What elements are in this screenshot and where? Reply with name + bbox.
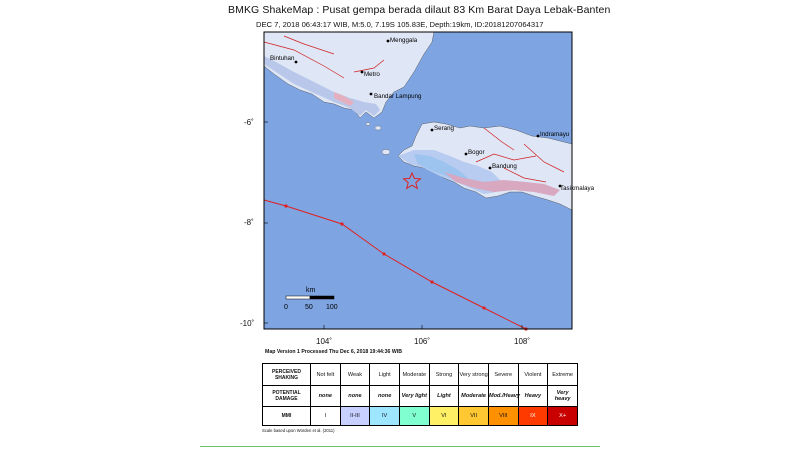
- scale-label: 0: [284, 304, 288, 311]
- y-tick-label: -10˚: [240, 319, 255, 328]
- city-label: Metro: [364, 71, 380, 78]
- shakemap: [264, 32, 595, 329]
- city-label: Bintuhan: [270, 55, 295, 62]
- shaking-cell: Weak: [340, 364, 370, 386]
- damage-cell: Very heavy: [548, 386, 578, 406]
- mmi-cell: VIII: [488, 406, 518, 425]
- damage-cell: none: [370, 386, 400, 406]
- mmi-cell: X+: [548, 406, 578, 425]
- mmi-cell: VII: [459, 406, 489, 425]
- city-label: Serang: [434, 125, 454, 132]
- divider: [200, 446, 600, 447]
- shaking-cell: Very strong: [459, 364, 489, 386]
- damage-cell: Very light: [399, 386, 429, 406]
- city-label: Indramayu: [540, 131, 570, 138]
- mmi-cell: VI: [429, 406, 459, 425]
- event-details: DEC 7, 2018 06:43:17 WIB, M:5.0, 7.19S 105.83E, Depth:19km, ID:20181207064317: [256, 20, 544, 29]
- legend-row-label: MMI: [263, 406, 311, 425]
- shaking-cell: Moderate: [399, 364, 429, 386]
- legend-row-label: POTENTIAL DAMAGE: [263, 386, 311, 406]
- mmi-cell: V: [399, 406, 429, 425]
- city-label: Bogor: [468, 149, 485, 156]
- mmi-cell: II-III: [340, 406, 370, 425]
- city-label: Bandar Lampung: [374, 93, 422, 100]
- legend-row-label: PERCEIVED SHAKING: [263, 364, 311, 386]
- city-label: Menggala: [390, 37, 418, 44]
- city-label: Tasikmalaya: [560, 185, 595, 192]
- damage-cell: Moderate: [459, 386, 489, 406]
- y-tick-label: -8˚: [244, 218, 254, 227]
- mmi-cell: IX: [518, 406, 548, 425]
- scale-label: 50: [305, 304, 313, 311]
- damage-cell: none: [311, 386, 341, 406]
- version-text: Map Version 1 Processed Thu Dec 6, 2018 19:44:36 WIB: [265, 349, 402, 355]
- shaking-cell: Not felt: [311, 364, 341, 386]
- shaking-cell: Severe: [488, 364, 518, 386]
- shaking-cell: Violent: [518, 364, 548, 386]
- shaking-cell: Light: [370, 364, 400, 386]
- mmi-cell: IV: [370, 406, 400, 425]
- x-tick-label: 108˚: [514, 337, 531, 346]
- x-tick-label: 104˚: [316, 337, 333, 346]
- scale-footnote: Scale based upon Worden et al. (2011): [262, 428, 335, 433]
- intensity-legend: [262, 363, 578, 426]
- shaking-cell: Strong: [429, 364, 459, 386]
- scale-unit: km: [306, 287, 316, 294]
- damage-cell: Heavy: [518, 386, 548, 406]
- shaking-cell: Extreme: [548, 364, 578, 386]
- damage-cell: Light: [429, 386, 459, 406]
- scale-label: 100: [326, 304, 338, 311]
- damage-cell: Mod./Heavy: [488, 386, 518, 406]
- map-title: BMKG ShakeMap : Pusat gempa berada dilaut 83 Km Barat Daya Lebak-Banten: [228, 4, 611, 16]
- damage-cell: none: [340, 386, 370, 406]
- mmi-cell: I: [311, 406, 341, 425]
- city-label: Bandung: [492, 163, 517, 170]
- y-tick-label: -6˚: [244, 118, 254, 127]
- x-tick-label: 106˚: [414, 337, 431, 346]
